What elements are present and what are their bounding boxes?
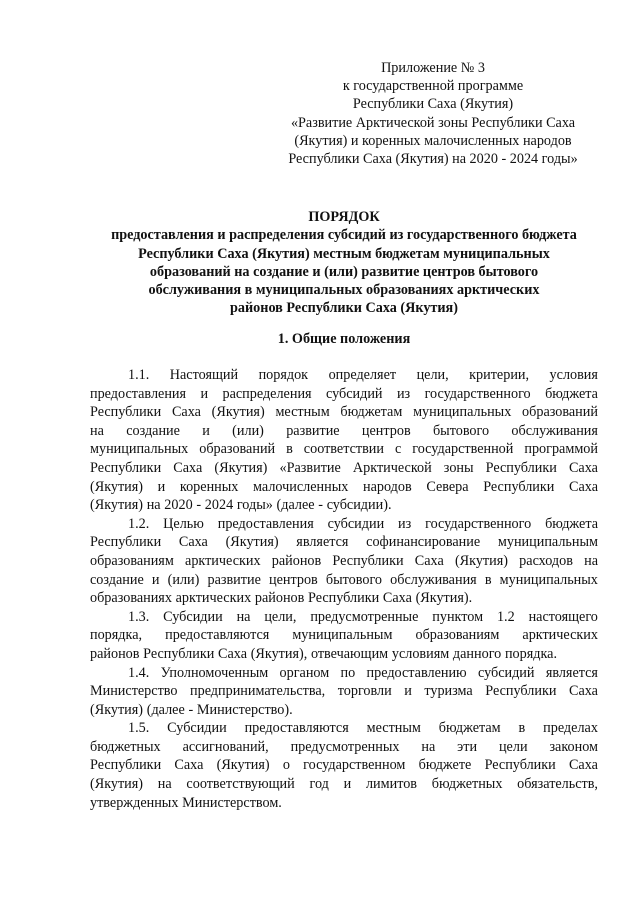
appendix-line: (Якутия) и коренных малочисленных народов [294,132,572,149]
paragraph-line: муниципальных образований в соответствии с государственной программой [90,441,598,458]
paragraph-1-4 [90,664,598,720]
paragraph-line: (Якутия) на соответствующий год и лимитов бюджетных обязательств, [90,776,598,793]
title-line: образований на создание и (или) развитие центров бытового [149,263,539,280]
paragraph-line: 1.1. Настоящий порядок определяет цели, критерии, условия [128,367,598,383]
paragraph-line: Республики Саха (Якутия) о государственном бюджете Республики Саха [90,757,598,774]
paragraph-line: 1.4. Уполномоченным органом по предоставлению субсидий является [128,664,598,681]
paragraph-line: предоставления и распределения субсидий из государственного бюджета [90,385,598,402]
appendix-line: Республики Саха (Якутия) [352,96,514,113]
paragraph-line: создание и (или) развитие центров бытового обслуживания в муниципальных [90,571,598,588]
title-heading: ПОРЯДОК [308,209,380,225]
paragraph-1-3 [90,608,598,664]
appendix-line: к государственной программе [342,78,524,95]
paragraph-line: Министерство предпринимательства, торговли и туризма Республики Саха [90,683,598,700]
document-body [90,366,598,812]
title-line: районов Республики Саха (Якутия) [230,300,458,317]
paragraph-line: бюджетных ассигнований, предусмотренных на эти цели законом [90,738,598,755]
paragraph-line: (Якутия) на 2020 - 2024 годы» (далее - субсидии). [90,497,392,514]
paragraph-line: (Якутия) (далее - Министерство). [90,701,293,718]
paragraph-line: (Якутия) и коренных малочисленных народов Севера Республики Саха [90,478,598,495]
paragraph-line: образованиям арктических районов Республики Саха (Якутия) расходов на [90,552,598,569]
paragraph-line: Республики Саха (Якутия) является софинансирование муниципальным [90,534,598,551]
paragraph-line: Республики Саха (Якутия) «Развитие Арктической зоны Республики Саха [90,459,598,476]
appendix-line: Приложение № 3 [381,60,485,76]
paragraph-line: Республики Саха (Якутия) местным бюджетам муниципальных образований [90,404,598,421]
title-line: Республики Саха (Якутия) местным бюджетам муниципальных [138,245,550,262]
appendix-line: «Развитие Арктической зоны Республики Саха [290,114,576,131]
paragraph-1-1 [90,366,598,515]
paragraph-1-2 [90,515,598,608]
title-line: предоставления и распределения субсидий из государственного бюджета [111,227,577,244]
paragraph-1-5 [90,719,598,812]
paragraph-line: 1.5. Субсидии предоставляются местным бюджетам в пределах [128,720,598,737]
paragraph-line: на создание и (или) развитие центров бытового обслуживания [90,422,598,439]
document-title [90,208,598,318]
paragraph-line: 1.2. Целью предоставления субсидии из государственного бюджета [128,515,598,532]
title-line: обслуживания в муниципальных образованиях арктических [148,282,540,299]
section-heading: 1. Общие положения [277,331,411,347]
appendix-header [258,59,608,168]
paragraph-line: 1.3. Субсидии на цели, предусмотренные пунктом 1.2 настоящего [128,608,598,625]
appendix-line: Республики Саха (Якутия) на 2020 - 2024 годы» [288,151,578,168]
paragraph-line: порядка, предоставляются муниципальным образованиям арктических [90,627,598,644]
paragraph-line: районов Республики Саха (Якутия), отвечающим условиям данного порядка. [90,645,557,662]
paragraph-line: утвержденных Министерством. [90,794,282,811]
paragraph-line: образованиях арктических районов Республики Саха (Якутия). [90,590,473,607]
